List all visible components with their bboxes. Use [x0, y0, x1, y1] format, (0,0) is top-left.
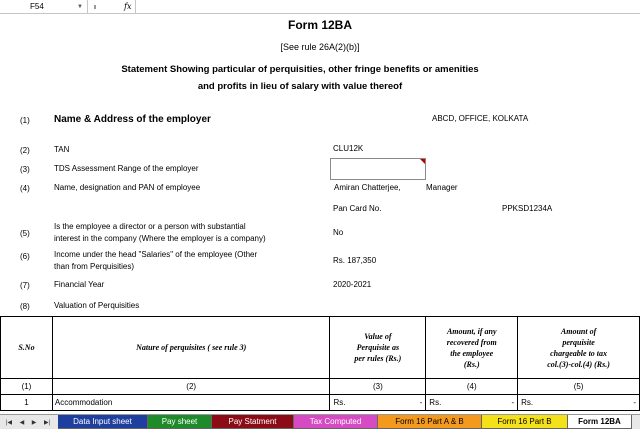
cell-reference: F54 [30, 2, 44, 11]
tds-range-label: TDS Assessment Range of the employer [54, 164, 199, 173]
name-box[interactable] [0, 0, 88, 14]
pan-label: Pan Card No. [333, 204, 382, 213]
tab-form16-part-ab[interactable]: Form 16 Part A & B [378, 415, 482, 429]
tab-tax-computed[interactable]: Tax Computed [294, 415, 378, 429]
index-cell: (1) [1, 379, 53, 395]
sheet-tab-bar [0, 414, 640, 429]
row-number: (2) [20, 146, 30, 155]
salary-label-line2: than from Perquisities) [54, 262, 135, 271]
header-amount-recovered: Amount, if any recovered from the employee (Rs.) [426, 317, 518, 379]
drag-handle-icon[interactable] [94, 5, 104, 9]
pan-value[interactable]: PPKSD1234A [502, 204, 553, 213]
index-cell: (5) [518, 379, 640, 395]
tan-label: TAN [54, 145, 70, 154]
tab-form16-part-b[interactable]: Form 16 Part B [482, 415, 568, 429]
chevron-down-icon[interactable]: ▼ [77, 4, 83, 10]
tab-navigation [0, 415, 56, 429]
prev-sheet-icon[interactable]: ◀ [19, 419, 25, 426]
tan-value[interactable]: CLU12K [333, 144, 364, 153]
statement-line-2: and profits in lieu of salary with value thereof [197, 81, 403, 92]
row-number: (8) [20, 302, 30, 311]
employee-label: Name, designation and PAN of employee [54, 183, 201, 192]
formula-tools [88, 0, 136, 14]
row-recovered-cell[interactable]: Rs. - [426, 395, 518, 411]
index-cell: (2) [52, 379, 330, 395]
salary-label-line1: Income under the head "Salaries" of the employee (Other [54, 250, 258, 259]
header-sno: S.No [1, 317, 53, 379]
row-number: (5) [20, 229, 30, 238]
row-chargeable-cell[interactable]: Rs. - [518, 395, 640, 411]
comment-indicator-icon[interactable] [420, 159, 425, 164]
employer-value[interactable]: ABCD, OFFICE, KOLKATA [432, 114, 529, 123]
form-title: Form 12BA [287, 18, 352, 32]
form-rule: [See rule 26A(2)(b)] [280, 42, 360, 52]
director-label-line1: Is the employee a director or a person with substantial [54, 222, 246, 231]
row-number: (1) [20, 116, 30, 125]
director-label-line2: interest in the company (Where the employer is a company) [54, 234, 266, 243]
employer-label: Name & Address of the employer [54, 114, 211, 125]
employee-designation[interactable]: Manager [426, 183, 458, 192]
salary-value[interactable]: Rs. 187,350 [333, 256, 377, 265]
perquisites-table [0, 316, 640, 411]
tab-data-input-sheet[interactable]: Data Input sheet [58, 415, 148, 429]
header-value: Value of Perquisite as per rules (Rs.) [330, 317, 426, 379]
first-sheet-icon[interactable]: |◀ [5, 419, 12, 426]
header-nature: Nature of perquisites ( see rule 3) [52, 317, 330, 379]
next-sheet-icon[interactable]: ▶ [31, 419, 37, 426]
table-row [1, 395, 640, 411]
financial-year-label: Financial Year [54, 280, 105, 289]
formula-input[interactable] [137, 0, 640, 14]
tab-pay-statment[interactable]: Pay Statment [212, 415, 294, 429]
header-chargeable: Amount of perquisite chargeable to tax col.(3)-col.(4) (Rs.) [518, 317, 640, 379]
index-cell: (4) [426, 379, 518, 395]
statement-line-1: Statement Showing particular of perquisities, other fringe benefits or amenities [121, 64, 479, 75]
row-number: (7) [20, 281, 30, 290]
row-sno[interactable]: 1 [1, 395, 53, 411]
tab-form-12ba[interactable]: Form 12BA [568, 415, 632, 429]
row-number: (4) [20, 184, 30, 193]
tab-pay-sheet[interactable]: Pay sheet [148, 415, 212, 429]
index-cell: (3) [330, 379, 426, 395]
tds-range-input[interactable] [330, 158, 426, 180]
employee-name[interactable]: Amiran Chatterjee, [334, 183, 401, 192]
row-value-cell[interactable]: Rs. - [330, 395, 426, 411]
fx-icon[interactable]: fx [124, 2, 132, 11]
row-number: (6) [20, 252, 30, 261]
last-sheet-icon[interactable]: ▶| [44, 419, 51, 426]
financial-year-value[interactable]: 2020-2021 [333, 280, 372, 289]
formula-bar [0, 0, 640, 14]
row-number: (3) [20, 165, 30, 174]
director-value[interactable]: No [333, 228, 344, 237]
worksheet [0, 14, 640, 414]
valuation-label: Valuation of Perquisities [54, 301, 140, 310]
row-nature[interactable]: Accommodation [52, 395, 330, 411]
